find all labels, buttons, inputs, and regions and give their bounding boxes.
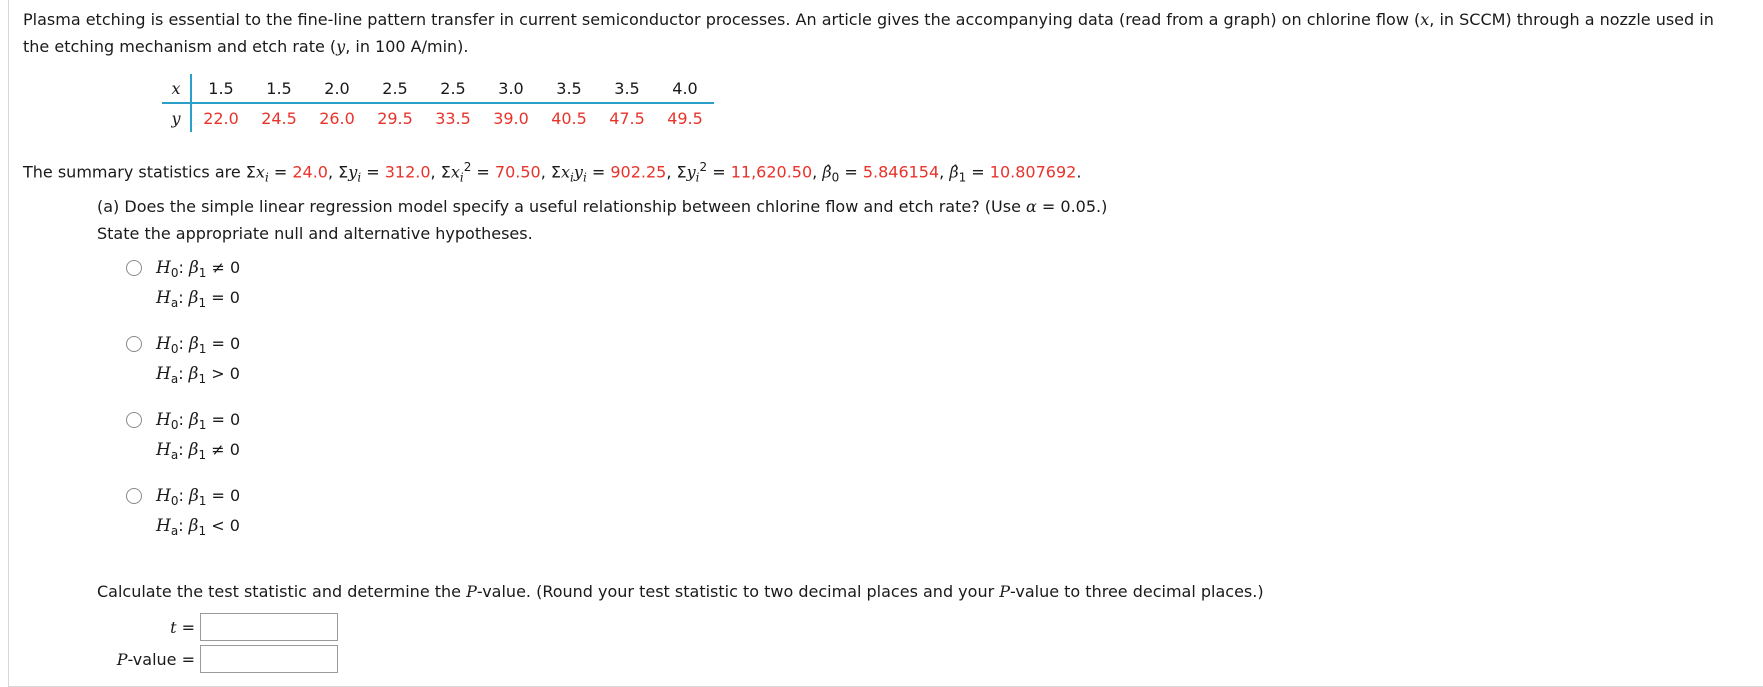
y-cell: 33.5 [435,108,471,128]
x-cell: 3.0 [482,74,540,103]
t-label: t = [170,618,195,637]
p-value-label: P-value = [116,650,195,669]
x-cell: 2.5 [366,74,424,103]
problem-intro: Plasma etching is essential to the fine-line pattern transfer in current semiconductor processes. An article gives the accompanying data (read from a graph) on chlorine flow (x, in SCCM) through a nozzle used in the etching mechanism and etch rate (y, in 100 A/min). [23,10,1714,56]
sum-x-value: 24.0 [292,162,328,182]
y-label: y [162,103,191,132]
summary-statistics: The summary statistics are $\Sigma x_i = 24.0$, $\Sigma y_i = 312.0$, $\Sigma x_i^2 = 70.50$, $\Sigma x_iy_i = 902.25$, $\Sigma y_i^2 = 11,620.50$, $\betâ_0 = 5.846154$, $\betâ_1 = 10.807692$. [23,160,1082,185]
alt-hypothesis: $H_a$: $\beta_1 \ne 0$ [156,440,240,463]
x-cell: 4.0 [656,74,714,103]
radio-button[interactable] [126,336,142,352]
y-cell: 24.5 [261,108,297,128]
alt-hypothesis: $H_a$: $\beta_1 > 0$ [156,364,240,387]
null-hypothesis: $H_0$: $\beta_1 \ne 0$ [156,258,241,281]
null-hypothesis: $H_0$: $\beta_1 = 0$ [156,486,241,509]
p-value-input[interactable] [200,645,338,673]
y-cell: 29.5 [377,108,413,128]
calc-instruction: Calculate the test statistic and determine the P-value. (Round your test statistic to two decimal places and your P-value to three decimal places.) [97,582,1264,601]
null-hypothesis: $H_0$: $\beta_1 = 0$ [156,410,241,433]
radio-button[interactable] [126,488,142,504]
part-a-question: (a) Does the simple linear regression model specify a useful relationship between chlorine flow and etch rate? (Use α = 0.05.) [97,197,1108,216]
sum-x2-value: 70.50 [494,162,541,182]
radio-button[interactable] [126,412,142,428]
beta1-value: 10.807692 [989,162,1077,182]
x-row [162,74,714,103]
y-cell: 39.0 [493,108,529,128]
sum-y-value: 312.0 [384,162,431,182]
t-statistic-input[interactable] [200,613,338,641]
y-cell: 47.5 [609,108,645,128]
x-cell: 2.0 [308,74,366,103]
x-cell: 2.5 [424,74,482,103]
sum-y2-value: 11,620.50 [730,162,813,182]
alt-hypothesis: $H_a$: $\beta_1 = 0$ [156,288,240,311]
y-cell: 26.0 [319,108,355,128]
hypotheses-instruction: State the appropriate null and alternative hypotheses. [97,224,533,243]
y-row [162,103,714,132]
beta0-value: 5.846154 [862,162,940,182]
alt-hypothesis: $H_a$: $\beta_1 < 0$ [156,516,240,539]
x-cell: 1.5 [250,74,308,103]
data-table [162,74,714,132]
x-cell: 3.5 [540,74,598,103]
x-label: x [162,74,191,103]
x-cell: 3.5 [598,74,656,103]
radio-button[interactable] [126,260,142,276]
x-cell: 1.5 [191,74,250,103]
y-cell: 22.0 [203,108,239,128]
y-cell: 40.5 [551,108,587,128]
y-cell: 49.5 [667,108,703,128]
sum-xy-value: 902.25 [610,162,667,182]
null-hypothesis: $H_0$: $\beta_1 = 0$ [156,334,241,357]
